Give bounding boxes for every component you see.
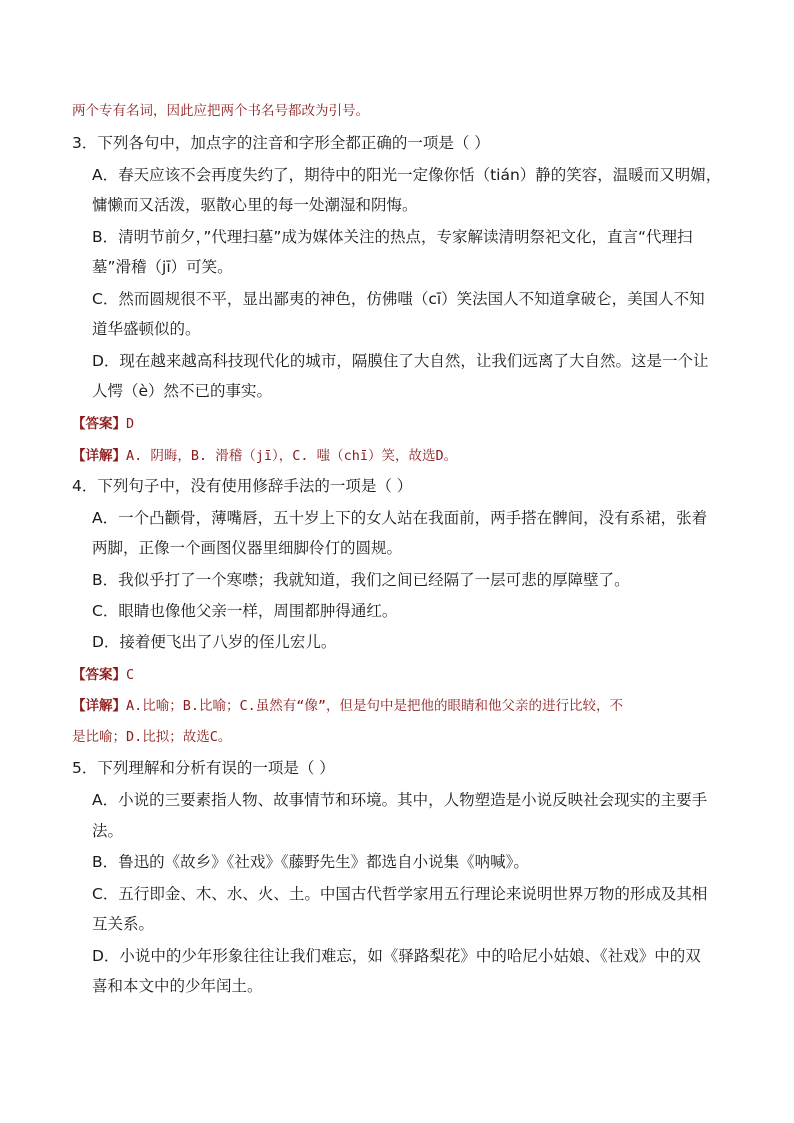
q5-option-b-line1: B．鲁迅的《故乡》《社戏》《藤野先生》都选自小说集《呐喊》。 — [92, 853, 529, 871]
q5-option-c-line1: C．五行即金、木、水、火、土。中国古代哲学家用五行理论来说明世界万物的形成及其相 — [92, 885, 708, 903]
q4-explanation-line1 — [72, 695, 623, 716]
q3-option-c-line2: 道华盛顿似的。 — [92, 320, 201, 338]
q3-answer — [72, 413, 134, 434]
q4-answer — [72, 664, 134, 685]
q5-option-a-line1: A．小说的三要素指人物、故事情节和环境。其中，人物塑造是小说反映社会现实的主要手 — [92, 791, 708, 809]
explain-tag: 【详解】 — [72, 448, 126, 464]
q5-option-d-line1: D．小说中的少年形象往往让我们难忘，如《驿路梨花》中的哈尼小姑娘、《社戏》中的双 — [92, 947, 701, 965]
answer-tag: 【答案】 — [72, 667, 126, 683]
q5-option-c-line2: 互关系。 — [92, 915, 155, 933]
q3-option-a-line1: A．春天应该不会再度失约了，期待中的阳光一定像你恬（tián）静的笑容，温暖而又明媚， — [92, 166, 722, 184]
answer-value: C — [126, 667, 135, 683]
answer-tag: 【答案】 — [72, 416, 126, 432]
q4-option-a-line2: 两脚，正像一个画图仪器里细脚伶仃的圆规。 — [92, 539, 403, 557]
q4-option-b-line1: B．我似乎打了一个寒噤；我就知道，我们之间已经隔了一层可悲的厚障壁了。 — [92, 571, 630, 589]
q4-stem: 4．下列句子中，没有使用修辞手法的一项是（ ） — [72, 477, 413, 495]
q3-option-b-line1: B．清明节前夕，”代理扫墓”成为媒体关注的热点，专家解读清明祭祀文化，直言“代理扫 — [92, 228, 693, 246]
q4-explanation-line2: 是比喻；D.比拟；故选C。 — [72, 729, 232, 745]
q3-option-d-line1: D．现在越来越高科技现代化的城市，隔膜住了大自然，让我们远离了大自然。这是一个让 — [92, 352, 709, 370]
explain-text: A.比喻；B.比喻；C.虽然有“像”，但是句中是把他的眼睛和他父亲的进行比较，不 — [126, 698, 624, 714]
intro-note: 两个专有名词，因此应把两个书名号都改为引号。 — [72, 103, 369, 119]
explain-tag: 【详解】 — [72, 698, 126, 714]
q3-stem: 3．下列各句中，加点字的注音和字形全都正确的一项是（ ） — [72, 134, 490, 152]
q3-option-b-line2: 墓”滑稽（jī）可笑。 — [92, 258, 233, 276]
explain-text: A. 阴晦，B. 滑稽（jī），C. 嗤（chī）笑，故选D。 — [126, 448, 458, 464]
q4-option-d-line1: D．接着便飞出了八岁的侄儿宏儿。 — [92, 633, 337, 651]
q3-option-d-line2: 人愕（è）然不已的事实。 — [92, 382, 273, 400]
q5-option-a-line2: 法。 — [92, 822, 124, 840]
q3-option-c-line1: C．然而圆规很不平，显出鄙夷的神色，仿佛嗤（cī）笑法国人不知道拿破仑，美国人不知 — [92, 290, 705, 308]
q4-option-a-line1: A．一个凸颧骨，薄嘴唇，五十岁上下的女人站在我面前，两手搭在髀间，没有系裙，张着 — [92, 509, 708, 527]
q3-option-a-line2: 慵懒而又活泼，驱散心里的每一处潮湿和阴悔。 — [92, 196, 418, 214]
q5-option-d-line2: 喜和本文中的少年闰土。 — [92, 977, 263, 995]
q4-option-c-line1: C．眼睛也像他父亲一样，周围都肿得通红。 — [92, 602, 398, 620]
answer-value: D — [126, 416, 135, 432]
q3-explanation — [72, 445, 457, 466]
q5-stem: 5．下列理解和分析有误的一项是（ ） — [72, 759, 335, 777]
